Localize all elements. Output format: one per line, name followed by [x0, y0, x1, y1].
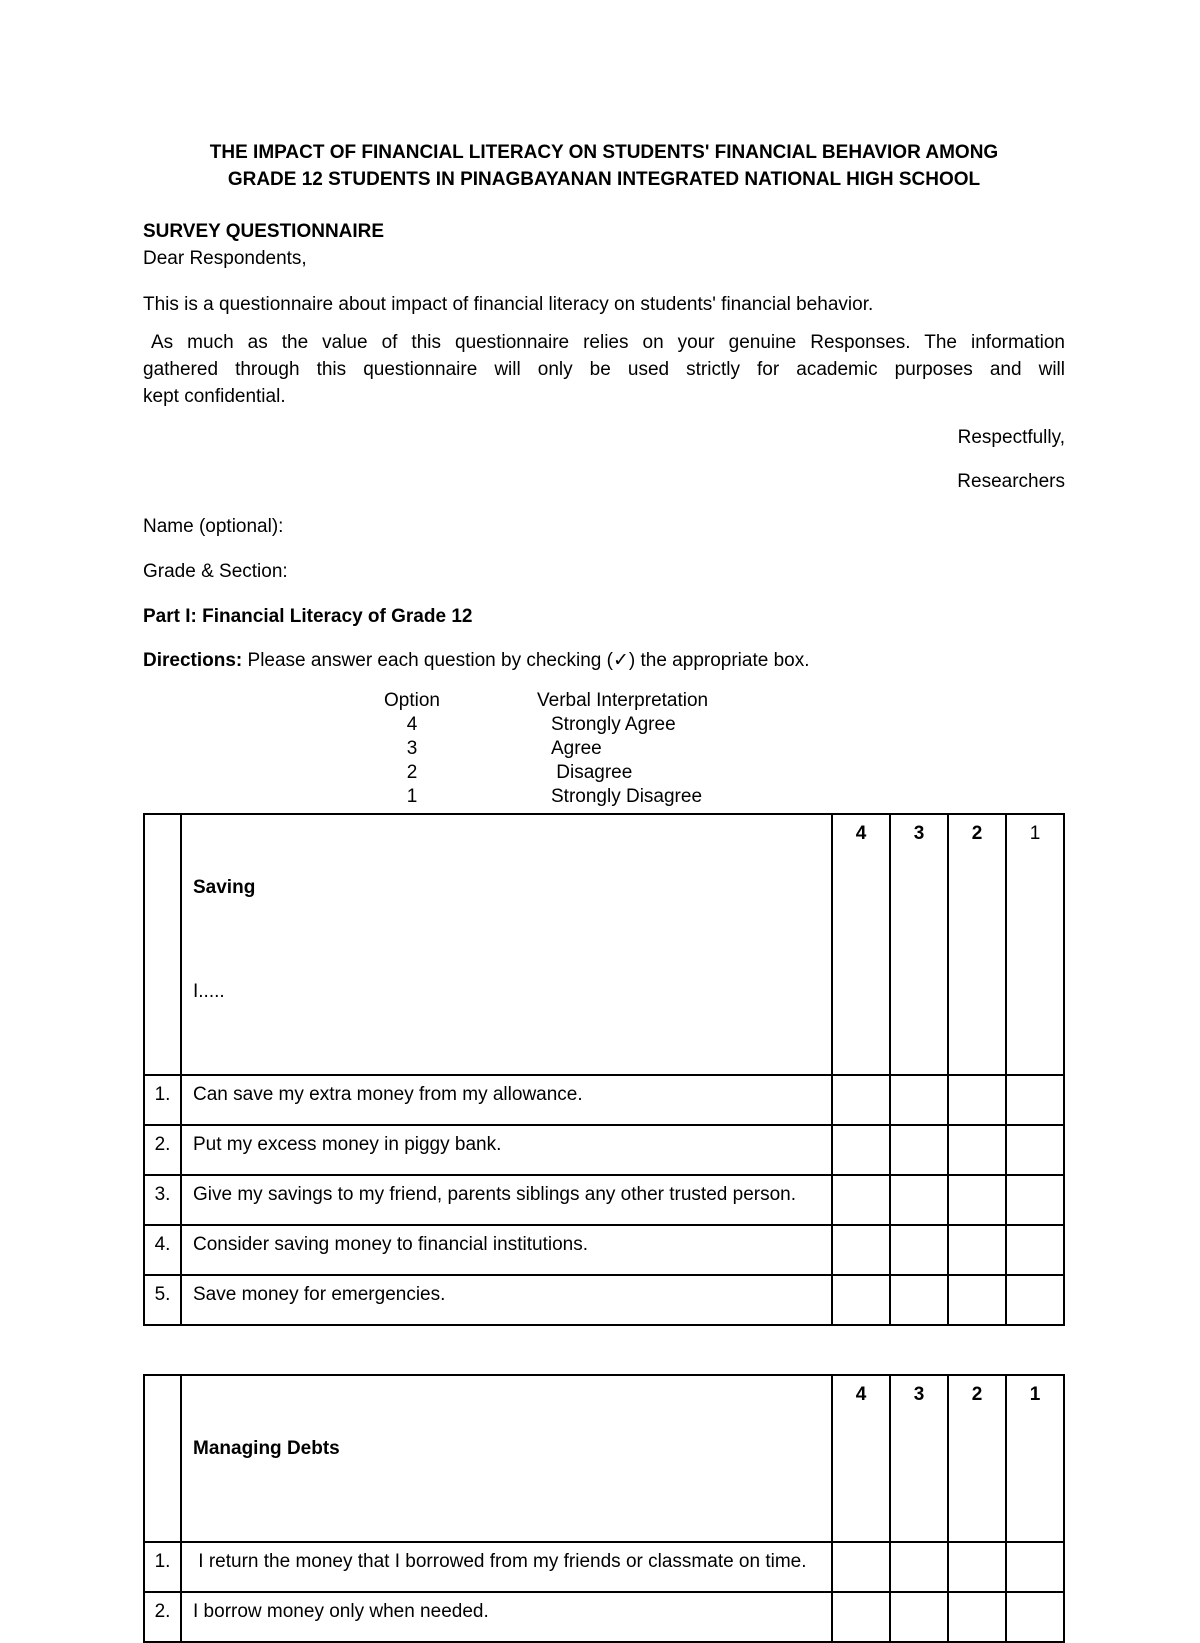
legend-row-3 [143, 737, 1065, 761]
confidentiality-line-1: As much as the value of this questionnaire relies on your genuine Responses. The information [151, 332, 1065, 353]
managing-debts-header-row [144, 1375, 1064, 1542]
rating-header-2: 2 [948, 814, 1006, 1075]
option-value: 2 [406, 762, 418, 783]
rating-cell-1[interactable] [1006, 1225, 1064, 1275]
rating-cell-2[interactable] [948, 1225, 1006, 1275]
saving-table-header-row [144, 814, 1064, 1075]
rating-cell-3[interactable] [890, 1592, 948, 1642]
corner-cell [144, 1375, 181, 1542]
table-row [144, 1125, 1064, 1175]
section-header-cell [181, 1375, 832, 1542]
question-number: 3. [144, 1175, 181, 1225]
title-line-2: GRADE 12 STUDENTS IN PINAGBAYANAN INTEGRATED NATIONAL HIGH SCHOOL [227, 169, 981, 190]
rating-cell-2[interactable] [948, 1125, 1006, 1175]
confidentiality-line-2: gathered through this questionnaire will only be used strictly for academic purposes and will [143, 359, 1065, 380]
question-number: 5. [144, 1275, 181, 1325]
rating-cell-2[interactable] [948, 1542, 1006, 1592]
rating-cell-3[interactable] [890, 1275, 948, 1325]
rating-cell-1[interactable] [1006, 1125, 1064, 1175]
rating-cell-1[interactable] [1006, 1275, 1064, 1325]
section-title: Saving [193, 877, 256, 898]
table-row [144, 1592, 1064, 1642]
rating-cell-1[interactable] [1006, 1592, 1064, 1642]
option-value: 4 [406, 714, 418, 735]
signature: Researchers [957, 471, 1065, 492]
option-column-header: Option [384, 690, 440, 711]
question-text: Can save my extra money from my allowance. [181, 1075, 832, 1125]
question-text: Give my savings to my friend, parents siblings any other trusted person. [181, 1175, 832, 1225]
table-row [144, 1275, 1064, 1325]
interpretation-value: Agree [551, 738, 602, 759]
table-row [144, 1175, 1064, 1225]
title-line-1: THE IMPACT OF FINANCIAL LITERACY ON STUDENTS' FINANCIAL BEHAVIOR AMONG [209, 142, 999, 163]
interpretation-value: Strongly Disagree [551, 786, 703, 807]
rating-cell-3[interactable] [890, 1175, 948, 1225]
option-value: 3 [406, 738, 418, 759]
legend-row-2 [143, 761, 1065, 785]
directions [143, 647, 1065, 674]
rating-cell-1[interactable] [1006, 1175, 1064, 1225]
rating-cell-4[interactable] [832, 1592, 890, 1642]
rating-cell-3[interactable] [890, 1125, 948, 1175]
corner-cell [144, 814, 181, 1075]
rating-header-1: 1 [1006, 814, 1064, 1075]
directions-label: Directions: [143, 650, 243, 671]
part-heading: Part I: Financial Literacy of Grade 12 [143, 606, 473, 627]
managing-debts-table [143, 1374, 1065, 1643]
rating-cell-4[interactable] [832, 1075, 890, 1125]
rating-cell-1[interactable] [1006, 1542, 1064, 1592]
question-text: Save money for emergencies. [181, 1275, 832, 1325]
rating-cell-1[interactable] [1006, 1075, 1064, 1125]
directions-text: Please answer each question by checking (✓) the appropriate box. [242, 650, 810, 671]
legend-row-4 [143, 713, 1065, 737]
table-row [144, 1225, 1064, 1275]
rating-cell-3[interactable] [890, 1075, 948, 1125]
option-value: 1 [406, 786, 418, 807]
section-subtitle: I..... [193, 981, 225, 1002]
survey-questionnaire-heading: SURVEY QUESTIONNAIRE [143, 221, 385, 242]
legend-row-1 [143, 785, 1065, 809]
saving-table [143, 813, 1065, 1326]
rating-header-1: 1 [1006, 1375, 1064, 1542]
table-row [144, 1542, 1064, 1592]
interpretation-column-header: Verbal Interpretation [537, 690, 709, 711]
interpretation-value: Disagree [551, 762, 633, 783]
question-number: 2. [144, 1592, 181, 1642]
confidentiality-line-3: kept confidential. [143, 386, 286, 407]
name-field-label: Name (optional): [143, 516, 284, 537]
interpretation-value: Strongly Agree [551, 714, 676, 735]
question-text: I return the money that I borrowed from my friends or classmate on time. [181, 1542, 832, 1592]
rating-header-4: 4 [832, 814, 890, 1075]
options-legend [143, 689, 1065, 809]
question-text: Consider saving money to financial institutions. [181, 1225, 832, 1275]
question-text: Put my excess money in piggy bank. [181, 1125, 832, 1175]
rating-cell-2[interactable] [948, 1075, 1006, 1125]
rating-header-3: 3 [890, 814, 948, 1075]
grade-section-field-label: Grade & Section: [143, 561, 288, 582]
rating-header-2: 2 [948, 1375, 1006, 1542]
rating-cell-3[interactable] [890, 1542, 948, 1592]
rating-cell-3[interactable] [890, 1225, 948, 1275]
rating-cell-2[interactable] [948, 1175, 1006, 1225]
rating-cell-4[interactable] [832, 1275, 890, 1325]
confidentiality-paragraph [143, 329, 1065, 410]
section-title: Managing Debts [193, 1438, 340, 1459]
rating-header-3: 3 [890, 1375, 948, 1542]
rating-cell-4[interactable] [832, 1542, 890, 1592]
question-number: 4. [144, 1225, 181, 1275]
table-row [144, 1075, 1064, 1125]
document-title [143, 139, 1065, 193]
rating-cell-2[interactable] [948, 1275, 1006, 1325]
options-legend-header-row [143, 689, 1065, 713]
salutation: Dear Respondents, [143, 248, 307, 269]
rating-cell-4[interactable] [832, 1225, 890, 1275]
intro-paragraph: This is a questionnaire about impact of financial literacy on students' financial behavior. [143, 294, 874, 315]
rating-cell-4[interactable] [832, 1125, 890, 1175]
rating-header-4: 4 [832, 1375, 890, 1542]
closing: Respectfully, [957, 427, 1065, 448]
question-number: 2. [144, 1125, 181, 1175]
question-text: I borrow money only when needed. [181, 1592, 832, 1642]
question-number: 1. [144, 1542, 181, 1592]
rating-cell-2[interactable] [948, 1592, 1006, 1642]
question-number: 1. [144, 1075, 181, 1125]
rating-cell-4[interactable] [832, 1175, 890, 1225]
section-header-cell [181, 814, 832, 1075]
